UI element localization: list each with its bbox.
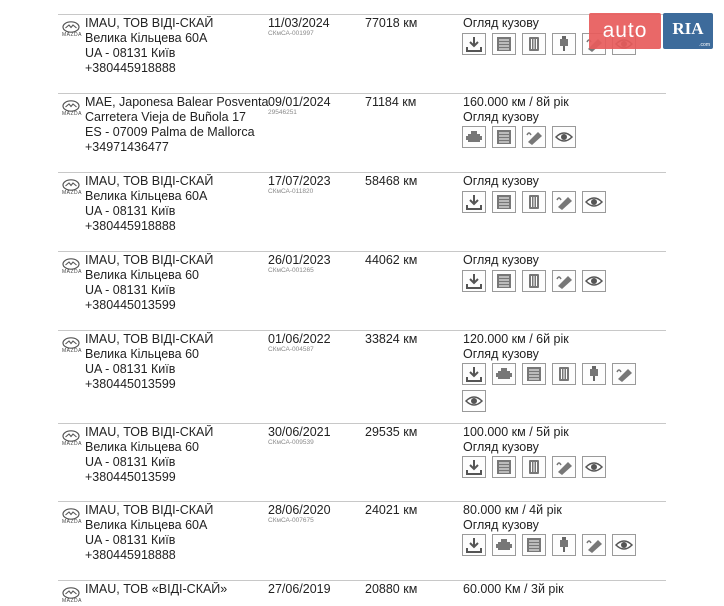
mazda-logo-icon [62, 257, 82, 277]
order-code: СКмСА-011820 [268, 188, 314, 195]
mazda-logo-icon [62, 20, 82, 40]
dealer-line: +380445013599 [85, 377, 176, 391]
download-icon[interactable] [462, 534, 486, 556]
mazda-logo-icon [62, 99, 82, 119]
service-icons [462, 270, 662, 297]
spark-plug-icon[interactable] [552, 33, 576, 55]
service-date: 27/06/2019 [268, 582, 331, 596]
download-icon[interactable] [462, 191, 486, 213]
mileage: 44062 км [365, 253, 418, 267]
service-line: Огляд кузову [463, 440, 539, 454]
filter-icon[interactable] [522, 33, 546, 55]
dealer-line: ІМАU, ТОВ ВІДІ-СКАЙ [85, 16, 214, 30]
service-description [463, 253, 668, 268]
mileage: 58468 км [365, 174, 418, 188]
eye-icon[interactable] [462, 390, 486, 412]
dealer-line: UA - 08131 Київ [85, 455, 176, 469]
order-code: 29546251 [268, 109, 297, 116]
service-date: 26/01/2023 [268, 253, 331, 267]
filter-icon[interactable] [522, 270, 546, 292]
dealer-line: +380445918888 [85, 548, 176, 562]
mazda-wordmark: MAZDA [62, 519, 82, 525]
dealer-line: ІМАU, ТОВ ВІДІ-СКАЙ [85, 332, 214, 346]
order-code: СКмСА-001265 [268, 267, 314, 274]
service-line: 80.000 км / 4й рік [463, 503, 562, 517]
watermark-auto-text: auto [589, 13, 661, 49]
filter-icon[interactable] [522, 456, 546, 478]
dealer-line: UA - 08131 Київ [85, 283, 176, 297]
checklist-icon[interactable] [522, 363, 546, 385]
mileage: 24021 км [365, 503, 418, 517]
order-code: СКмСА-007675 [268, 517, 314, 524]
service-line: 60.000 Км / 3й рік [463, 582, 564, 596]
mileage: 29535 км [365, 425, 418, 439]
autoria-watermark [589, 13, 713, 49]
dealer-line: UA - 08131 Київ [85, 204, 176, 218]
oil-can-icon[interactable] [612, 363, 636, 385]
dealer-line: ІМАU, ТОВ ВІДІ-СКАЙ [85, 253, 214, 267]
dealer-line: Велика Кільцева 60А [85, 31, 208, 45]
row-separator [58, 501, 666, 502]
dealer-line: Велика Кільцева 60А [85, 189, 208, 203]
service-line: 120.000 км / 6й рік [463, 332, 569, 346]
eye-icon[interactable] [552, 126, 576, 148]
dealer-info [85, 425, 269, 485]
dealer-info [85, 503, 269, 563]
checklist-icon[interactable] [492, 270, 516, 292]
mazda-wordmark: MAZDA [62, 190, 82, 196]
service-line: 100.000 км / 5й рік [463, 425, 569, 439]
row-separator [58, 580, 666, 581]
dealer-line: Велика Кільцева 60 [85, 268, 199, 282]
service-date: 28/06/2020 [268, 503, 331, 517]
service-icons [462, 534, 662, 561]
row-separator [58, 251, 666, 252]
dealer-info [85, 16, 269, 76]
row-separator [58, 172, 666, 173]
eye-icon[interactable] [582, 456, 606, 478]
service-line: 160.000 км / 8й рік [463, 95, 569, 109]
row-separator [58, 330, 666, 331]
oil-can-icon[interactable] [552, 456, 576, 478]
mileage: 71184 км [365, 95, 417, 109]
dealer-line: +34971436477 [85, 140, 169, 154]
service-date: 09/01/2024 [268, 95, 331, 109]
dealer-line: ІМАU, ТОВ ВІДІ-СКАЙ [85, 425, 214, 439]
dealer-line: ІМАU, ТОВ «ВІДІ-СКАЙ» [85, 582, 228, 596]
service-description [463, 174, 668, 189]
dealer-info [85, 253, 269, 313]
checklist-icon[interactable] [492, 126, 516, 148]
mazda-logo-icon [62, 178, 82, 198]
dealer-line: Велика Кільцева 60 [85, 440, 199, 454]
order-code: СКмСА-009539 [268, 439, 314, 446]
service-line: Огляд кузову [463, 16, 539, 30]
spark-plug-icon[interactable] [582, 363, 606, 385]
service-line: Огляд кузову [463, 174, 539, 188]
mazda-logo-icon [62, 429, 82, 449]
mazda-wordmark: MAZDA [62, 32, 82, 38]
spark-plug-icon[interactable] [552, 534, 576, 556]
dealer-line: UA - 08131 Київ [85, 46, 176, 60]
checklist-icon[interactable] [522, 534, 546, 556]
dealer-line: +380445918888 [85, 219, 176, 233]
row-separator [58, 14, 666, 15]
oil-can-icon[interactable] [522, 126, 546, 148]
eye-icon[interactable] [582, 270, 606, 292]
dealer-line: МАЕ, Japonesa Balear Posventa [85, 95, 269, 109]
dealer-info [85, 582, 269, 597]
dealer-line: +380445918888 [85, 61, 176, 75]
mazda-wordmark: MAZDA [62, 111, 82, 117]
mazda-logo-icon [62, 336, 82, 356]
service-icons [462, 456, 662, 483]
filter-icon[interactable] [522, 191, 546, 213]
row-separator [58, 423, 666, 424]
mazda-wordmark: MAZDA [62, 441, 82, 447]
order-code: СКмСА-004587 [268, 346, 314, 353]
engine-icon[interactable] [492, 534, 516, 556]
service-line: Огляд кузову [463, 518, 539, 532]
oil-can-icon[interactable] [582, 534, 606, 556]
mazda-wordmark: MAZDA [62, 269, 82, 275]
watermark-ria-text: RIA [672, 19, 704, 38]
checklist-icon[interactable] [492, 456, 516, 478]
dealer-line: ІМАU, ТОВ ВІДІ-СКАЙ [85, 174, 214, 188]
mazda-wordmark: MAZDA [62, 598, 82, 604]
checklist-icon[interactable] [492, 33, 516, 55]
oil-can-icon[interactable] [552, 191, 576, 213]
filter-icon[interactable] [552, 363, 576, 385]
service-description [463, 332, 668, 362]
service-line: Огляд кузову [463, 253, 539, 267]
service-date: 17/07/2023 [268, 174, 331, 188]
dealer-info [85, 332, 269, 392]
download-icon[interactable] [462, 33, 486, 55]
checklist-icon[interactable] [492, 191, 516, 213]
service-description [463, 95, 668, 125]
service-line: Огляд кузову [463, 347, 539, 361]
dealer-info [85, 174, 269, 234]
mileage: 77018 км [365, 16, 418, 30]
eye-icon[interactable] [582, 191, 606, 213]
download-icon[interactable] [462, 363, 486, 385]
eye-icon[interactable] [612, 534, 636, 556]
engine-icon[interactable] [492, 363, 516, 385]
mileage: 20880 км [365, 582, 418, 596]
dealer-info [85, 95, 269, 155]
service-line: Огляд кузову [463, 110, 539, 124]
dealer-line: ES - 07009 Palma de Mallorca [85, 125, 255, 139]
dealer-line: UA - 08131 Київ [85, 362, 176, 376]
service-date: 11/03/2024 [268, 16, 330, 30]
dealer-line: +380445013599 [85, 298, 176, 312]
download-icon[interactable] [462, 456, 486, 478]
service-date: 01/06/2022 [268, 332, 331, 346]
service-icons [462, 363, 662, 417]
watermark-domain-text: .com [699, 42, 710, 48]
service-description [463, 425, 668, 455]
mazda-logo-icon [62, 586, 82, 606]
download-icon[interactable] [462, 270, 486, 292]
service-description [463, 503, 668, 533]
service-date: 30/06/2021 [268, 425, 331, 439]
mazda-logo-icon [62, 507, 82, 527]
service-icons [462, 191, 662, 218]
dealer-line: Велика Кільцева 60А [85, 518, 208, 532]
dealer-line: ІМАU, ТОВ ВІДІ-СКАЙ [85, 503, 214, 517]
dealer-line: Carretera Vieja de Buñola 17 [85, 110, 246, 124]
dealer-line: UA - 08131 Київ [85, 533, 176, 547]
watermark-ria-block [663, 13, 713, 49]
row-separator [58, 93, 666, 94]
dealer-line: Велика Кільцева 60 [85, 347, 199, 361]
dealer-line: +380445013599 [85, 470, 176, 484]
order-code: СКмСА-001997 [268, 30, 314, 37]
service-icons [462, 126, 662, 153]
oil-can-icon[interactable] [552, 270, 576, 292]
mazda-wordmark: MAZDA [62, 348, 82, 354]
mileage: 33824 км [365, 332, 418, 346]
service-description [463, 582, 668, 597]
engine-icon[interactable] [462, 126, 486, 148]
